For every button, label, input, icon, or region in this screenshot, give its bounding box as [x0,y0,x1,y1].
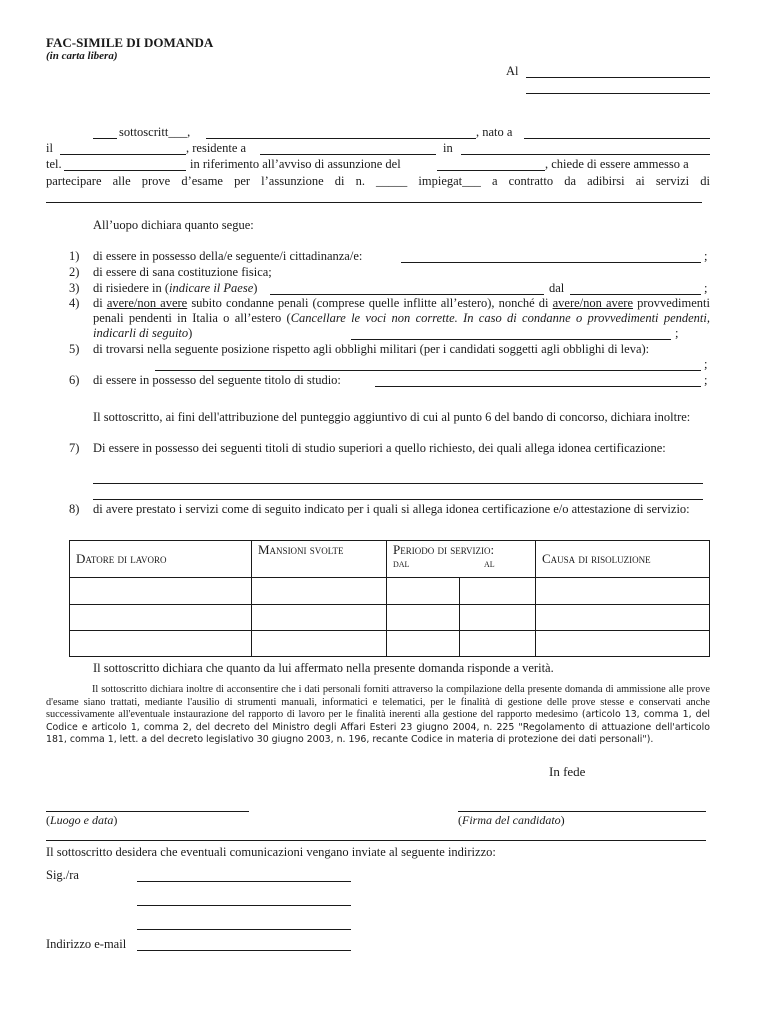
chiede-label: , chiede di essere ammesso a [545,157,689,171]
superior-titles-line-2[interactable] [93,499,703,500]
item-4-text: di avere/non avere subito condanne penali (comprese quelle inflitte all’estero), nonché di avere/non avere provvedimenti penali pendenti in Italia o all’estero (Cancellare le voci non corrette. In caso di condanne o provvedimenti pendenti, indicarli di seguito) [93,296,710,340]
luogo-data-label: (Luogo e data) [46,813,118,827]
services-table [69,540,710,657]
name-field[interactable] [206,138,476,139]
sottoscritt-label: sottoscritt___, [119,125,191,139]
residente-label: , residente a [186,141,247,155]
form-title: FAC-SIMILE DI DOMANDA [46,35,214,50]
addressee-line-1[interactable] [526,77,710,78]
study-title-field[interactable] [375,386,701,387]
table-cell[interactable] [459,631,535,657]
tel-label: tel. [46,157,62,171]
table-header-row [70,541,710,578]
firma-label: (Firma del candidato) [458,813,565,827]
item-2-num: 2) [69,265,80,279]
separator-line [46,840,706,841]
form-subtitle: (in carta libera) [46,50,118,62]
table-cell[interactable] [459,578,535,605]
firma-field[interactable] [458,811,706,812]
sigra-label: Sig./ra [46,868,79,882]
item-1-text: di essere in possesso della/e seguente/i cittadinanza/e: [93,249,363,263]
privacy-text: Il sottoscritto dichiara inoltre di acconsentire che i dati personali forniti attraverso la compilazione della presente domanda di ammissione alle prove d'esame siano trattati, mediante l'ausilio di strumenti manuali, informatici e telematici, per le finalità di gestione delle prove stesse e conservati anche successivamente all'eventuale instaurazione del rapporto di lavoro per le finalità inerenti alla gestione del rapporto medesimo (articolo 13, comma 1, del Codice e articolo 1, comma 2, del decreto del Ministro degli Affari Esteri 23 giugno 2004, n. 225 "Regolamento di attuazione dell'articolo 181, comma 1, lett. a del decreto legislativo 30 giugno 2003, n. 196, recante Codice in materia di protezione dei dati personali"). [46,684,711,745]
citizenship-field[interactable] [401,262,701,263]
services-field[interactable] [46,202,702,203]
table-cell[interactable] [459,605,535,631]
col-al-header: al [484,558,495,570]
punteggio-intro: Il sottoscritto, ai fini dell'attribuzione del punteggio aggiuntivo di cui al punto 6 del bando di concorso, dichiara inoltre: [93,410,691,424]
item-2-text: di essere di sana costituzione fisica; [93,265,272,279]
residence-since-field[interactable] [570,294,701,295]
addressee-line-2[interactable] [526,93,710,94]
item-7-num: 7) [69,441,80,455]
table-row [70,631,710,657]
birthdate-field[interactable] [60,154,186,155]
item-6-end: ; [704,373,708,387]
residence-field[interactable] [260,154,436,155]
table-cell[interactable] [252,605,387,631]
indirizzo-label: Indirizzo e-mail [46,937,127,951]
table-cell[interactable] [252,578,387,605]
email-field[interactable] [137,950,351,951]
col-periodo-header: Periodo di servizio: dal al [387,541,536,578]
intro-line-4: partecipare alle prove d’esame per l’assunzione di n. _____ impiegat___ a contratto da adibirsi ai servizi di [46,174,710,188]
item-4-num: 4) [69,296,80,310]
table-cell[interactable] [387,578,460,605]
phone-field[interactable] [64,170,186,171]
comunicazioni-text: Il sottoscritto desidera che eventuali comunicazioni vengano inviate al seguente indirizzo: [46,845,496,859]
address-line-2[interactable] [137,929,351,930]
penal-details-field[interactable] [351,339,671,340]
table-cell[interactable] [536,605,710,631]
table-row [70,578,710,605]
table-row [70,605,710,631]
table-cell[interactable] [70,631,252,657]
table-cell[interactable] [387,631,460,657]
table-cell[interactable] [70,605,252,631]
col-mansioni-header: Mansioni svolte [252,541,387,578]
superior-titles-line-1[interactable] [93,483,703,484]
col-datore-header: Datore di lavoro [70,541,252,578]
residence-country-field[interactable] [461,154,710,155]
table-cell[interactable] [536,631,710,657]
nato-a-label: , nato a [476,125,513,139]
in-label: in [443,141,453,155]
table-cell[interactable] [536,578,710,605]
item-3-text: di risiedere in (indicare il Paese) [93,281,258,295]
notice-date-field[interactable] [437,170,545,171]
military-field[interactable] [155,370,701,371]
item-8-text: di avere prestato i servizi come di seguito indicato per i quali si allega idonea certificazione e/o attestazione di servizio: [93,502,690,516]
luogo-data-field[interactable] [46,811,249,812]
in-fede-label: In fede [549,764,586,779]
item-3-end: ; [704,281,708,295]
addressee-label: Al [506,64,519,78]
residence-country-field-2[interactable] [270,294,544,295]
table-cell[interactable] [70,578,252,605]
item-1-num: 1) [69,249,80,263]
col-causa-header: Causa di risoluzione [536,541,710,578]
riferimento-label: in riferimento all’avviso di assunzione del [190,157,401,171]
dichiara-intro: All’uopo dichiara quanto segue: [93,218,254,232]
sigra-field[interactable] [137,881,351,882]
item-3-dal: dal [549,281,565,295]
gender-suffix-field[interactable] [93,138,117,139]
item-1-end: ; [704,249,708,263]
item-5-num: 5) [69,342,80,356]
item-6-text: di essere in possesso del seguente titolo di studio: [93,373,341,387]
verita-text: Il sottoscritto dichiara che quanto da lui affermato nella presente domanda risponde a verità. [93,661,554,675]
il-label: il [46,141,53,155]
item-5-end: ; [704,357,708,371]
table-cell[interactable] [252,631,387,657]
item-5-text: di trovarsi nella seguente posizione rispetto agli obblighi militari (per i candidati soggetti agli obblighi di leva): [93,342,650,356]
col-dal-header: dal [393,558,410,570]
item-3-num: 3) [69,281,80,295]
address-line-1[interactable] [137,905,351,906]
birthplace-field[interactable] [524,138,710,139]
item-8-num: 8) [69,502,80,516]
item-6-num: 6) [69,373,80,387]
item-7-text: Di essere in possesso dei seguenti titoli di studio superiori a quello richiesto, dei quali allega idonea certificazione: [93,441,666,455]
table-cell[interactable] [387,605,460,631]
item-4-end: ; [675,326,679,340]
